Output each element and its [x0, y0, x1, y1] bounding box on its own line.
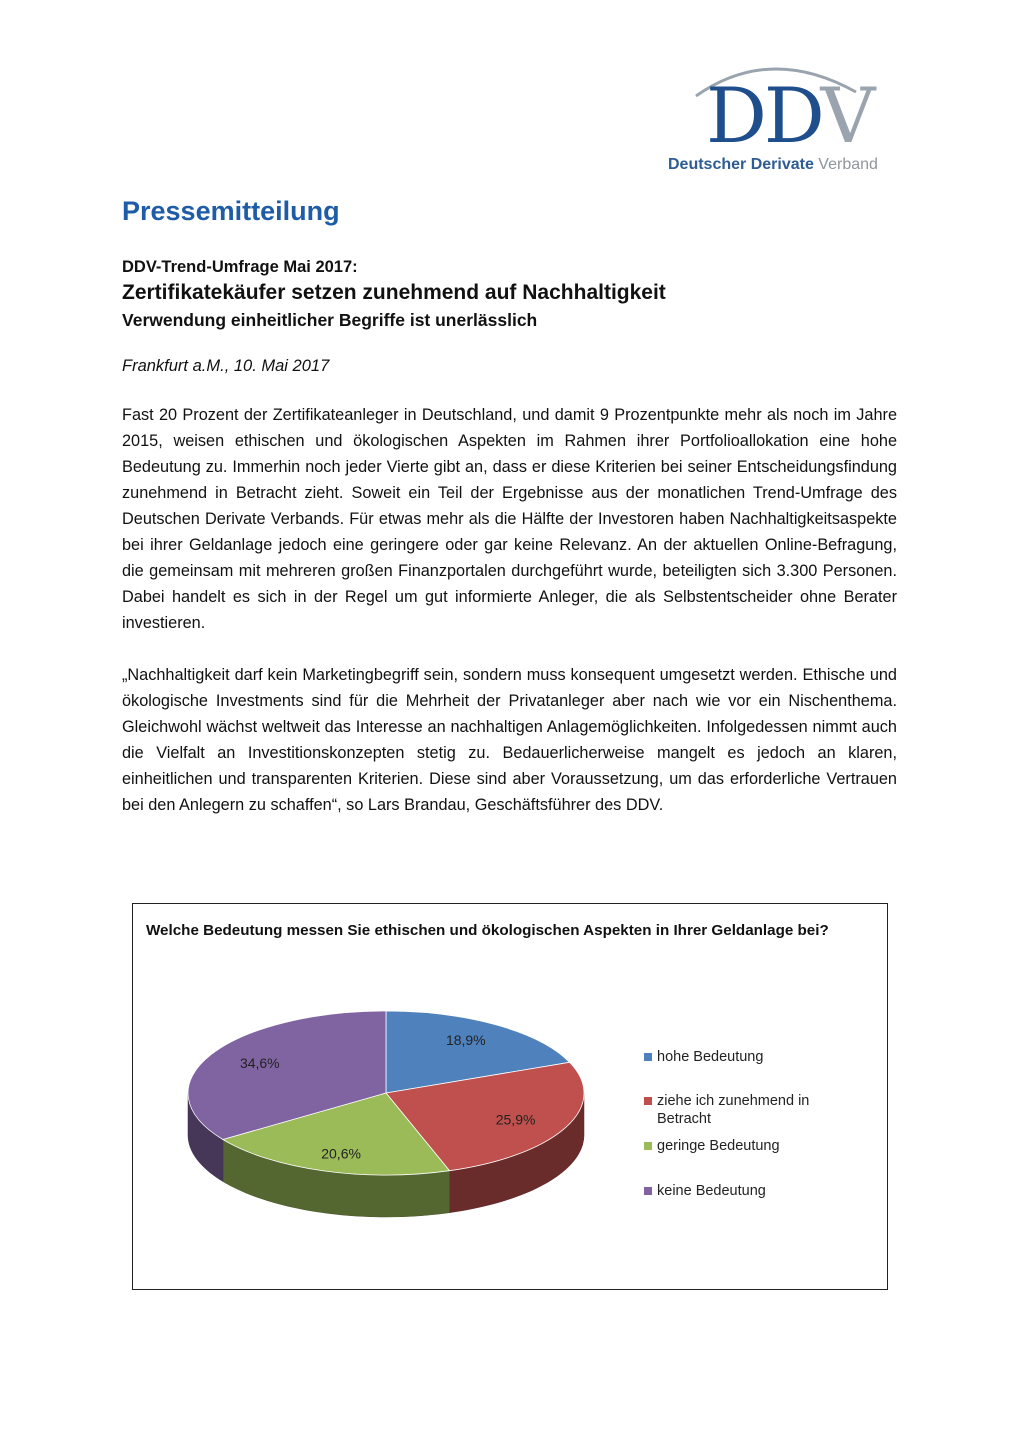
legend-label: hohe Bedeutung	[657, 1049, 764, 1065]
legend-swatch	[644, 1187, 652, 1195]
chart-title: Welche Bedeutung messen Sie ethischen und ökologischen Aspekten in Ihrer Geldanlage bei?	[146, 922, 829, 939]
legend-item	[644, 1182, 832, 1200]
logo-letters-dd: DD	[706, 71, 821, 160]
legend-item	[644, 1137, 832, 1155]
press-release-label: Pressemitteilung	[122, 196, 340, 226]
legend-item	[644, 1048, 832, 1066]
pie-value-label-2: 20,6%	[321, 1145, 361, 1162]
legend-label: geringe Bedeutung	[657, 1138, 780, 1154]
legend-swatch	[644, 1097, 652, 1105]
legend-swatch	[644, 1053, 652, 1061]
logo-letters	[706, 71, 873, 160]
logo-name-bold: Deutscher Derivate	[668, 156, 814, 173]
subheadline: Verwendung einheitlicher Begriffe ist unerlässlich	[122, 310, 538, 330]
body-paragraph-2: „Nachhaltigkeit darf kein Marketingbegriff sein, sondern muss konsequent umgesetzt werden. Ethische und ökologische Investments sind für die Mehrheit der Privatanleger aber nach wie vor ein Nischenthema. Gleichwohl wächst weltweit das Interesse an nachhaltigen Anlagemöglichkeiten. Infolgedessen nimmt auch die Vielfalt an Investitionskonzepten stetig zu. Bedauerlicherweise mangelt es jedoch an klaren, einheitlichen und transparenten Kriterien. Diese sind aber Voraussetzung, um das erforderliche Vertrauen bei den Anlegern zu schaffen“, so Lars Brandau, Geschäftsführer des DDV.	[122, 666, 897, 814]
headline: Zertifikatekäufer setzen zunehmend auf Nachhaltigkeit	[122, 281, 666, 304]
kicker: DDV-Trend-Umfrage Mai 2017:	[122, 258, 358, 276]
pie-value-label-0: 18,9%	[445, 1032, 486, 1048]
logo-letter-v: V	[820, 71, 873, 160]
legend-swatch	[644, 1142, 652, 1150]
legend-label: keine Bedeutung	[657, 1183, 766, 1199]
dateline: Frankfurt a.M., 10. Mai 2017	[122, 357, 330, 375]
legend-item	[644, 1092, 832, 1128]
legend-label: ziehe ich zunehmend in Betracht	[657, 1093, 810, 1127]
logo-wordmark	[668, 156, 878, 174]
pie-value-label-1: 25,9%	[495, 1111, 536, 1128]
body-paragraph-1: Fast 20 Prozent der Zertifikateanleger in Deutschland, und damit 9 Prozentpunkte mehr als noch im Jahre 2015, weisen ethischen und ökologischen Aspekten im Rahmen ihrer Portfolioallokation eine hohe Bedeutung zu. Immerhin noch jeder Vierte gibt an, dass er diese Kriterien bei seiner Entscheidungsfindung zunehmend in Betracht zieht. Soweit ein Teil der Ergebnisse aus der monatlichen Trend-Umfrage des Deutschen Derivate Verbands. Für etwas mehr als die Hälfte der Investoren haben Nachhaltigkeitsaspekte bei ihrer Geldanlage jedoch eine geringere oder gar keine Relevanz. An der aktuellen Online-Befragung, die gemeinsam mit mehreren großen Finanzportalen durchgeführt wurde, beteiligten sich 3.300 Personen. Dabei handelt es sich in der Regel um gut informierte Anleger, die als Selbstentscheider ohne Berater investieren.	[122, 406, 897, 632]
logo-name-light: Verband	[818, 156, 878, 173]
pie-chart-frame	[132, 903, 888, 1290]
ddv-logo	[660, 52, 910, 182]
pie-value-label-3: 34,6%	[239, 1055, 280, 1072]
